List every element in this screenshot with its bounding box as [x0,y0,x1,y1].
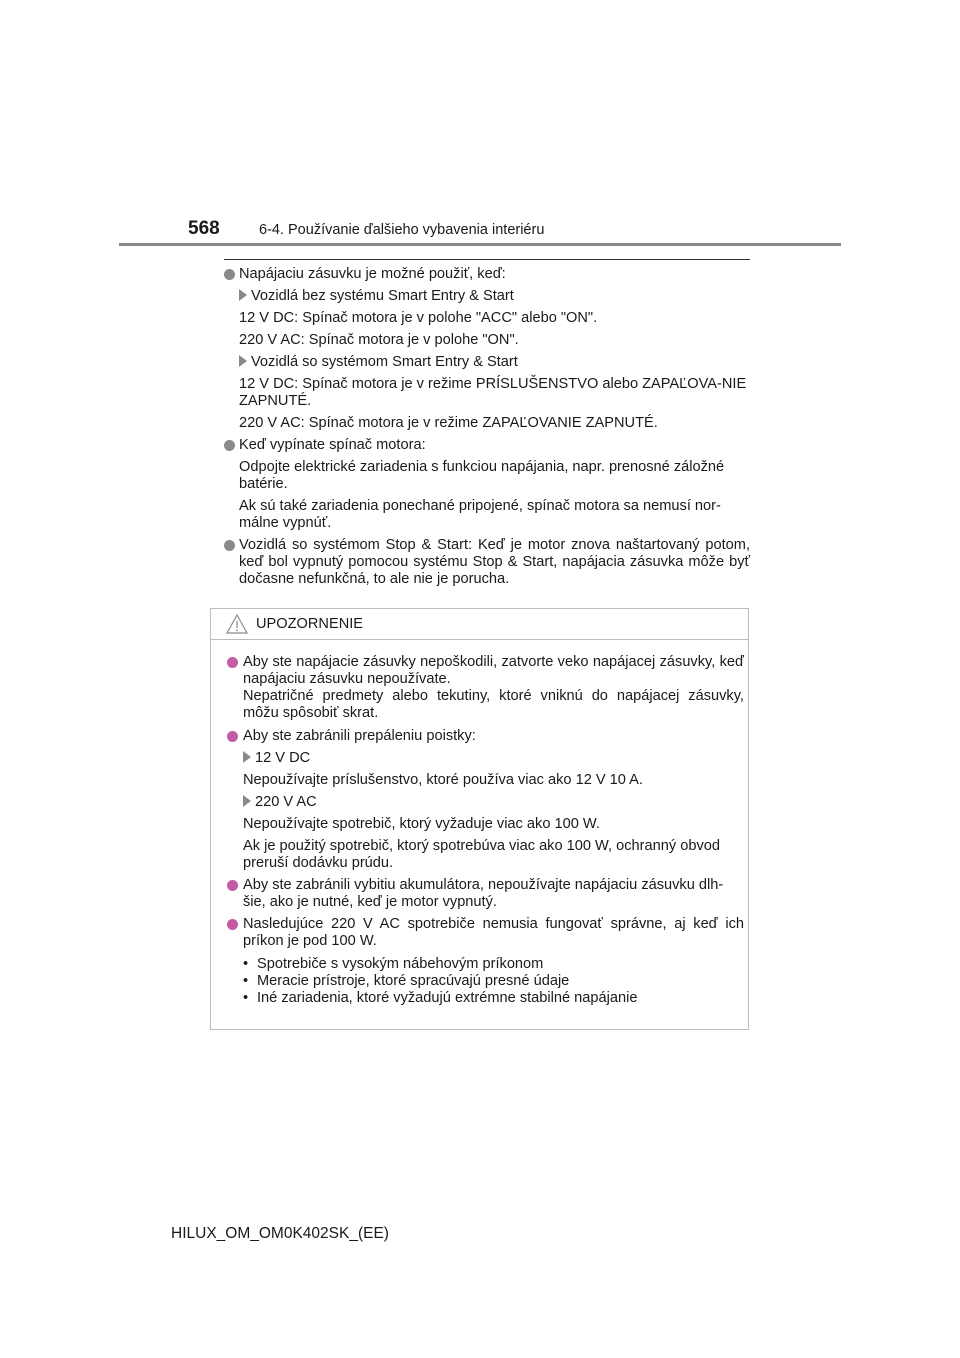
list-item: • Meracie prístroje, ktoré spracúvajú presné údaje [243,973,744,990]
caution-header [211,609,748,640]
subheading-220v-ac [227,794,744,811]
without-dc-text: 12 V DC: Spínač motora je v polohe "ACC" alebo "ON". [239,310,598,326]
without-ac-text: 220 V AC: Spínač motora je v polohe "ON". [239,332,519,348]
bullet-icon [227,919,238,930]
switch-off-p1: Odpojte elektrické zariadenia s funkciou napájania, napr. prenosné záložné batérie. [239,459,725,492]
bullet-icon [224,269,235,280]
ac-label: 220 V AC [255,794,317,810]
caution-battery-text: Aby ste zabránili vybitiu akumulátora, nepoužívajte napájaciu zásuvku dlh-šie, ako je nutné, keď je motor vypnutý. [243,877,724,910]
caution-title: UPOZORNENIE [256,616,364,632]
caution-appliances-text: Nasledujúce 220 V AC spotrebiče nemusia fungovať správne, aj keď ich príkon je pod 100 W. [243,916,744,949]
caution-fuse-intro: Aby ste zabránili prepáleniu poistky: [243,728,476,744]
caution-bullet-battery [227,877,744,911]
subheading-without-smart-entry [224,288,750,305]
bullet-stop-start [224,537,750,588]
bullet-icon [227,880,238,891]
switch-off-p2: Ak sú také zariadenia ponechané pripojené, spínač motora sa nemusí nor-málne vypnúť. [239,498,721,531]
stop-start-text: Vozidlá so systémom Stop & Start: Keď je motor znova naštartovaný potom, keď bol vypnutý pomocou systému Stop & Start, napájacia zásuvka môže byť dočasne nefunkčná, to ale nie je porucha. [239,537,750,587]
dc-text: Nepoužívajte príslušenstvo, ktoré používa viac ako 12 V 10 A. [243,772,643,788]
dc-label: 12 V DC [255,750,311,766]
bullet-switch-off [224,437,750,454]
with-ac-text: 220 V AC: Spínač motora je v režime ZAPAĽOVANIE ZAPNUTÉ. [239,415,658,431]
arrow-right-icon [239,289,247,301]
main-content [224,266,750,588]
caution-bullet-fuse [227,728,744,745]
caution-objects-text: Nepatričné predmety alebo tekutiny, ktoré vniknú do napájacej zásuvky, môžu spôsobiť skrat. [243,688,744,721]
caution-bullet-lid [227,654,744,722]
vehicle-with-label: Vozidlá so systémom Smart Entry & Start [251,354,518,370]
arrow-right-icon [243,751,251,763]
switch-off-intro: Keď vypínate spínač motora: [239,437,426,453]
bullet-icon [224,540,235,551]
conditions-intro: Napájaciu zásuvku je možné použiť, keď: [239,266,506,282]
caution-lid-text: Aby ste napájacie zásuvky nepoškodili, zatvorte veko napájacej zásuvky, keď napájaciu zásuvku nepoužívate. [243,654,744,687]
arrow-right-icon [239,355,247,367]
ac-text-2: Ak je použitý spotrebič, ktorý spotrebúva viac ako 100 W, ochranný obvod preruší dodávku prúdu. [243,838,720,871]
bullet-conditions [224,266,750,283]
list-item: • Iné zariadenia, ktoré vyžadujú extrémne stabilné napájanie [243,990,744,1007]
page-number: 568 [188,218,220,239]
caution-bullet-appliances [227,916,744,950]
bullet-icon [227,657,238,668]
appliance-list [227,956,744,1007]
bullet-icon [227,731,238,742]
bullet-icon [224,440,235,451]
content-top-divider [224,259,750,260]
caution-box [210,608,749,1030]
vehicle-without-label: Vozidlá bez systému Smart Entry & Start [251,288,514,304]
subheading-with-smart-entry [224,354,750,371]
list-item: • Spotrebiče s vysokým nábehovým príkonom [243,956,744,973]
page-header [0,0,960,260]
warning-triangle-icon [226,614,248,634]
with-dc-text: 12 V DC: Spínač motora je v režime PRÍSLUŠENSTVO alebo ZAPAĽOVA-NIE ZAPNUTÉ. [239,376,747,409]
section-title: 6-4. Používanie ďalšieho vybavenia interiéru [259,222,545,238]
document-code: HILUX_OM_OM0K402SK_(EE) [171,1225,389,1242]
subheading-12v-dc [227,750,744,767]
header-divider [119,243,841,246]
ac-text-1: Nepoužívajte spotrebič, ktorý vyžaduje viac ako 100 W. [243,816,600,832]
arrow-right-icon [243,795,251,807]
caution-body [227,654,744,1007]
